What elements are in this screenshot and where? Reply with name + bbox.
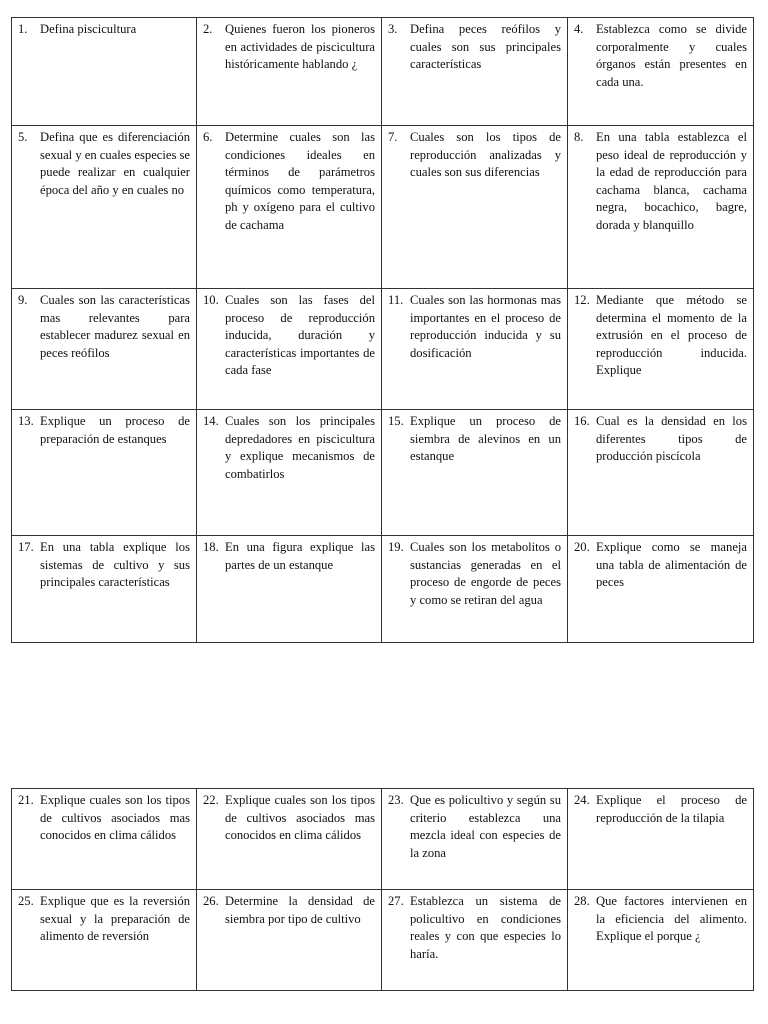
question-number: 10. — [203, 293, 219, 307]
question-number: 6. — [203, 130, 213, 144]
question-text: Cuales son las hormonas mas importantes en el proceso de reproducción inducida y su dosificación — [410, 293, 561, 360]
question-text: Explique cuales son los tipos de cultivos asociados mas conocidos en clima cálidos — [225, 793, 375, 843]
question-cell — [12, 289, 197, 410]
question-number: 24. — [574, 793, 590, 807]
question-cell — [12, 18, 197, 126]
question-number: 18. — [203, 540, 219, 554]
table-row — [12, 410, 754, 536]
question-cell — [197, 789, 382, 890]
question-text: Establezca como se divide corporalmente y cuales órganos están presentes en cada una. — [596, 22, 747, 89]
question-number: 12. — [574, 293, 590, 307]
question-number: 3. — [388, 22, 398, 36]
question-cell — [568, 126, 754, 289]
table-row — [12, 18, 754, 126]
question-cell — [382, 789, 568, 890]
table-row — [12, 289, 754, 410]
table-row — [12, 789, 754, 890]
question-number: 28. — [574, 894, 590, 908]
question-text: Cuales son los principales depredadores en piscicultura y explique mecanismos de combatirlos — [225, 414, 375, 481]
question-text: Mediante que método se determina el momento de la extrusión en el proceso de reproducción inducida. Explique — [596, 293, 747, 378]
question-cell — [568, 410, 754, 536]
question-text: Explique un proceso de siembra de alevinos en un estanque — [410, 414, 561, 464]
question-text: Explique que es la reversión sexual y la preparación de alimento de reversión — [40, 894, 190, 944]
question-text: Cuales son las fases del proceso de reproducción inducida, duración y características importantes de cada fase — [225, 293, 375, 378]
question-text: Establezca un sistema de policultivo en condiciones reales y con que especies lo haría. — [410, 894, 561, 961]
question-text: Explique cuales son los tipos de cultivos asociados mas conocidos en clima cálidos — [40, 793, 190, 843]
table-row — [12, 890, 754, 991]
question-number: 2. — [203, 22, 213, 36]
table-row — [12, 126, 754, 289]
question-cell — [568, 890, 754, 991]
question-number: 4. — [574, 22, 584, 36]
question-text: Explique un proceso de preparación de estanques — [40, 414, 190, 446]
question-text: Determine la densidad de siembra por tipo de cultivo — [225, 894, 375, 926]
question-cell — [197, 126, 382, 289]
question-text: Cuales son las características mas relevantes para establecer madurez sexual en peces reófilos — [40, 293, 190, 360]
question-number: 13. — [18, 414, 34, 428]
questions-table-2 — [11, 788, 754, 991]
question-number: 17. — [18, 540, 34, 554]
question-number: 25. — [18, 894, 34, 908]
question-cell — [197, 410, 382, 536]
question-text: En una tabla explique los sistemas de cultivo y sus principales características — [40, 540, 190, 590]
question-cell — [568, 289, 754, 410]
question-number: 16. — [574, 414, 590, 428]
question-text: Explique como se maneja una tabla de alimentación de peces — [596, 540, 747, 590]
question-text: Quienes fueron los pioneros en actividades de piscicultura históricamente hablando ¿ — [225, 22, 375, 72]
question-text: Que factores intervienen en la eficiencia del alimento. Explique el porque ¿ — [596, 894, 747, 944]
question-text: Determine cuales son las condiciones ideales en términos de parámetros químicos como temperatura, ph y oxígeno para el cultivo de cachama — [225, 130, 375, 232]
question-number: 9. — [18, 293, 28, 307]
question-text: Que es policultivo y según su criterio establezca una mezcla ideal con especies de la zona — [410, 793, 561, 860]
question-cell — [382, 18, 568, 126]
question-cell — [382, 536, 568, 643]
question-text: Cuales son los tipos de reproducción analizadas y cuales son sus diferencias — [410, 130, 561, 180]
question-cell — [382, 126, 568, 289]
question-number: 11. — [388, 293, 404, 307]
question-cell — [382, 410, 568, 536]
question-cell — [197, 536, 382, 643]
question-cell — [568, 536, 754, 643]
question-number: 20. — [574, 540, 590, 554]
question-number: 5. — [18, 130, 28, 144]
question-number: 8. — [574, 130, 584, 144]
question-text: En una figura explique las partes de un estanque — [225, 540, 375, 572]
question-cell — [197, 890, 382, 991]
question-number: 19. — [388, 540, 404, 554]
question-cell — [12, 536, 197, 643]
question-number: 22. — [203, 793, 219, 807]
table-row — [12, 536, 754, 643]
question-number: 14. — [203, 414, 219, 428]
question-cell — [382, 289, 568, 410]
question-cell — [197, 18, 382, 126]
question-number: 27. — [388, 894, 404, 908]
question-number: 21. — [18, 793, 34, 807]
question-text: Cuales son los metabolitos o sustancias generadas en el proceso de engorde de peces y como se retiran del agua — [410, 540, 561, 607]
question-text: Defina que es diferenciación sexual y en cuales especies se puede realizar en cualquier época del año y en cuales no — [40, 130, 191, 197]
question-number: 26. — [203, 894, 219, 908]
question-number: 23. — [388, 793, 404, 807]
question-cell — [197, 289, 382, 410]
questions-table-1 — [11, 17, 754, 643]
question-text: Defina peces reófilos y cuales son sus principales características — [410, 22, 561, 72]
question-number: 1. — [18, 22, 28, 36]
question-cell — [382, 890, 568, 991]
question-text: Cual es la densidad en los diferentes tipos de producción piscícola — [596, 414, 747, 464]
question-text: Explique el proceso de reproducción de la tilapia — [596, 793, 747, 825]
question-cell — [12, 789, 197, 890]
question-cell — [12, 890, 197, 991]
question-number: 15. — [388, 414, 404, 428]
question-number: 7. — [388, 130, 398, 144]
question-cell — [12, 410, 197, 536]
question-cell — [568, 789, 754, 890]
question-text: En una tabla establezca el peso ideal de reproducción y la edad de reproducción para cachama blanca, cachama negra, bocachico, bagre, dorada y blanquillo — [596, 130, 747, 232]
question-cell — [12, 126, 197, 289]
question-cell — [568, 18, 754, 126]
question-text: Defina piscicultura — [40, 22, 137, 36]
